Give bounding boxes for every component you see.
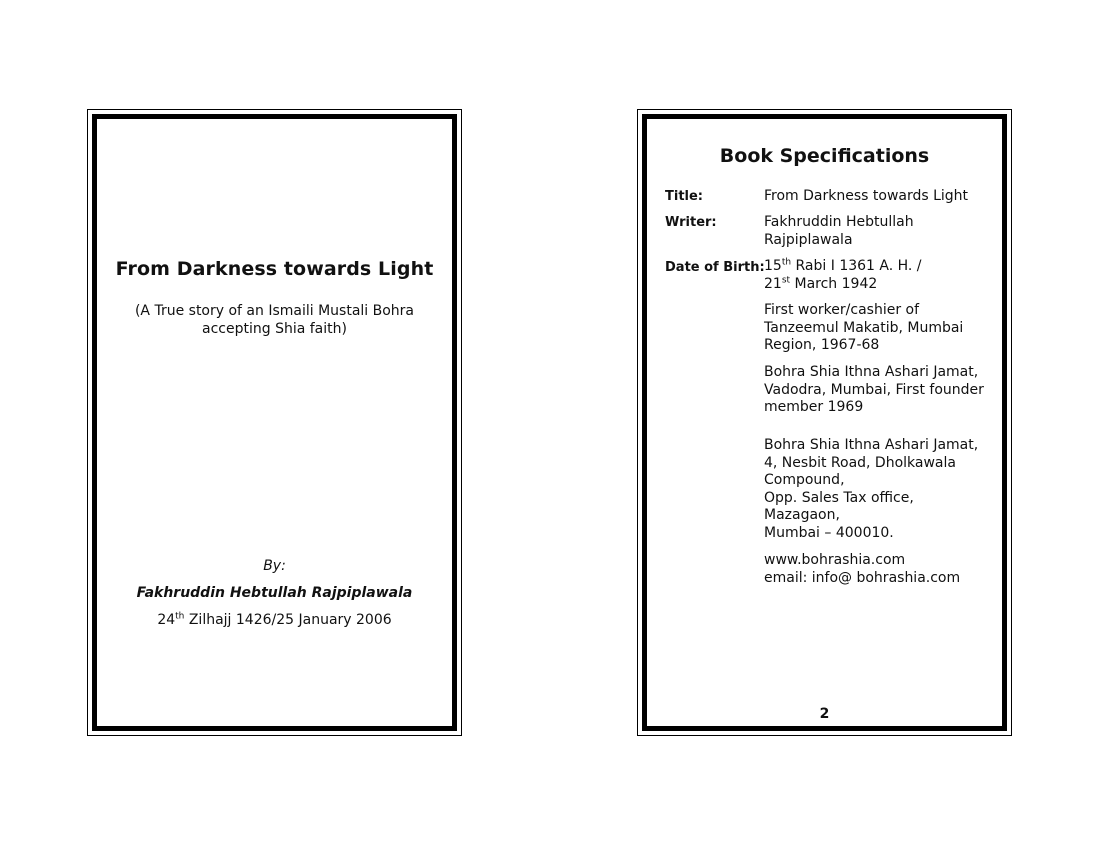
role-1-line: First worker/cashier of — [764, 302, 920, 318]
dob-suffix-hijri: th — [781, 257, 792, 268]
writer-label: Writer: — [665, 215, 717, 230]
date-rest: Zilhajj 1426/25 January 2006 — [184, 612, 392, 628]
address-line: Opp. Sales Tax office, — [764, 489, 914, 506]
writer-value — [764, 214, 994, 249]
dob-rest-hijri: Rabi I 1361 A. H. / — [791, 258, 922, 274]
dob-day-hijri: 15 — [764, 258, 782, 274]
book-title: From Darkness towards Light — [115, 258, 434, 280]
title-value: From Darkness towards Light — [764, 188, 969, 204]
address-line: 4, Nesbit Road, Dholkawala — [764, 454, 956, 471]
dob-day-gregorian: 21 — [764, 275, 782, 292]
address-line: Compound, — [764, 472, 845, 488]
address-line: Bohra Shia Ithna Ashari Jamat, — [764, 437, 979, 453]
contact — [764, 552, 994, 587]
writer-line: Rajpiplawala — [764, 231, 853, 248]
dob-line-gregorian — [764, 276, 994, 294]
website-link[interactable]: www.bohrashia.com — [764, 552, 906, 568]
address-line: Mazagaon, — [764, 507, 840, 523]
left-page-content — [87, 0, 462, 850]
writer-line: Fakhruddin Hebtullah — [764, 214, 914, 230]
role-1 — [764, 302, 994, 355]
author-name: Fakhruddin Hebtullah Rajpiplawala — [136, 585, 413, 601]
dob-value — [764, 258, 994, 293]
role-2-line: member 1969 — [764, 399, 864, 415]
right-page-heading-area — [637, 0, 1012, 850]
spec-heading: Book Specifications — [719, 145, 930, 167]
address-line: Mumbai – 400010. — [764, 524, 894, 541]
dob-rest-gregorian: March 1942 — [790, 275, 878, 292]
dob-label: Date of Birth: — [665, 260, 765, 275]
role-2-line: Bohra Shia Ithna Ashari Jamat, — [764, 364, 979, 380]
date-day: 24 — [157, 612, 176, 628]
publication-date — [87, 612, 462, 628]
book-subtitle: (A True story of an Ismaili Mustali Bohra accepting Shia faith) — [134, 303, 415, 337]
title-label: Title: — [665, 189, 704, 204]
dob-line-hijri — [764, 258, 994, 276]
email-link[interactable]: email: info@ bohrashia.com — [764, 569, 961, 586]
role-2-line: Vadodra, Mumbai, First founder — [764, 381, 984, 398]
page-number: 2 — [819, 706, 830, 722]
address — [764, 437, 994, 542]
role-1-line: Tanzeemul Makatib, Mumbai — [764, 319, 964, 336]
date-suffix: th — [175, 611, 185, 622]
role-1-line: Region, 1967-68 — [764, 337, 880, 353]
role-2 — [764, 364, 994, 417]
dob-suffix-gregorian: st — [781, 274, 791, 285]
by-label: By: — [263, 558, 286, 574]
